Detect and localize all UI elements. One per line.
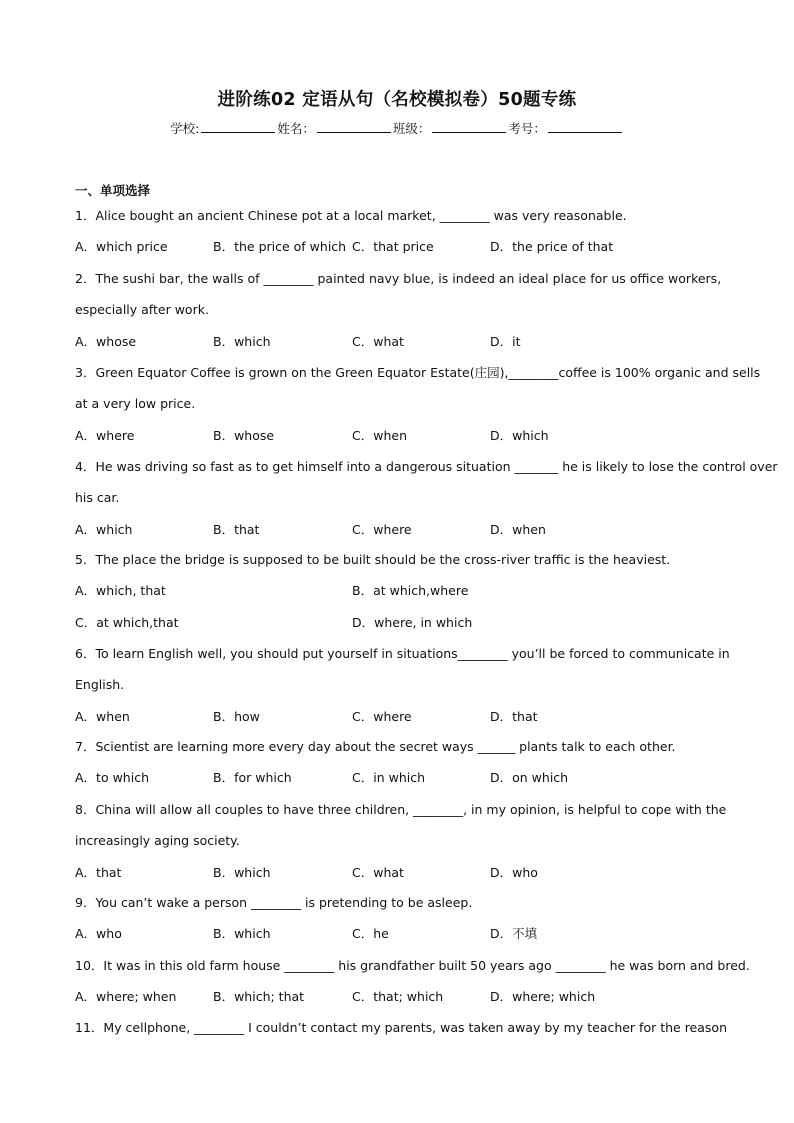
option-a[interactable]: A．where bbox=[75, 427, 135, 443]
option-a[interactable]: A．which, that bbox=[75, 583, 166, 599]
exam-number-blank[interactable] bbox=[548, 120, 622, 133]
option-d[interactable]: D．when bbox=[490, 521, 546, 537]
question-2 bbox=[75, 263, 720, 357]
name-blank[interactable] bbox=[317, 120, 391, 133]
option-b[interactable]: B．how bbox=[213, 708, 260, 724]
answer-options-row-2 bbox=[75, 607, 720, 638]
question-text: 9．You can’t wake a person ________ is pretending to be asleep. bbox=[75, 895, 473, 910]
question-text: 1．Alice bought an ancient Chinese pot at a local market, ________ was very reasonable. bbox=[75, 208, 627, 223]
school-blank[interactable] bbox=[201, 120, 275, 133]
option-a[interactable]: A．to which bbox=[75, 770, 149, 786]
option-b[interactable]: B．which bbox=[213, 864, 271, 880]
answer-options bbox=[75, 762, 720, 793]
answer-options bbox=[75, 326, 720, 357]
option-d[interactable]: D．the price of that bbox=[490, 239, 614, 255]
question-text: 11．My cellphone, ________ I couldn’t contact my parents, was taken away by my teacher for the reason bbox=[75, 1020, 727, 1035]
option-c[interactable]: C．he bbox=[352, 926, 389, 942]
question-9 bbox=[75, 887, 720, 950]
option-c[interactable]: C．where bbox=[352, 708, 412, 724]
option-b[interactable]: B．at which,where bbox=[352, 583, 469, 599]
option-a[interactable]: A．which price bbox=[75, 239, 168, 255]
option-a[interactable]: A．that bbox=[75, 864, 122, 880]
option-a[interactable]: A．when bbox=[75, 708, 130, 724]
question-text-continued: English. bbox=[75, 677, 125, 693]
question-text: 7．Scientist are learning more every day about the secret ways ______ plants talk to each other. bbox=[75, 739, 676, 754]
class-label: 班级： bbox=[392, 121, 431, 136]
question-8 bbox=[75, 794, 727, 888]
question-11 bbox=[75, 1012, 727, 1043]
answer-options bbox=[75, 857, 720, 888]
answer-options bbox=[75, 514, 720, 545]
name-label: 姓名： bbox=[277, 121, 315, 136]
answer-options-row-1 bbox=[75, 575, 720, 606]
question-text: 10．It was in this old farm house ________ his grandfather built 50 years ago ________ he was born and bred. bbox=[75, 958, 750, 973]
option-c[interactable]: C．when bbox=[352, 427, 407, 443]
question-10 bbox=[75, 950, 750, 1013]
question-text: 5．The place the bridge is supposed to be built should be the cross-river traffic is the heaviest. bbox=[75, 552, 671, 567]
question-text-continued: increasingly aging society. bbox=[75, 833, 240, 849]
option-d[interactable]: D．that bbox=[490, 708, 538, 724]
section-heading: 一、单项选择 bbox=[75, 183, 151, 198]
option-a[interactable]: A．whose bbox=[75, 333, 137, 349]
option-c[interactable]: C．that price bbox=[352, 239, 434, 255]
answer-options bbox=[75, 701, 720, 732]
question-text: 3．Green Equator Coffee is grown on the Green Equator Estate(庄园),________coffee is 100% organic and sells bbox=[75, 365, 761, 380]
option-c[interactable]: C．that; which bbox=[352, 989, 444, 1005]
class-blank[interactable] bbox=[432, 120, 506, 133]
question-1 bbox=[75, 200, 720, 263]
question-3 bbox=[75, 357, 761, 451]
option-d[interactable]: D．where; which bbox=[490, 989, 596, 1005]
option-c[interactable]: C．what bbox=[352, 864, 404, 880]
question-text: 8．China will allow all couples to have three children, ________, in my opinion, is helpful to cope with the bbox=[75, 802, 727, 817]
option-d[interactable]: D．on which bbox=[490, 770, 569, 786]
option-a[interactable]: A．where; when bbox=[75, 989, 177, 1005]
school-label: 学校: bbox=[170, 121, 200, 136]
option-d[interactable]: D．不填 bbox=[490, 926, 538, 942]
option-c[interactable]: C．in which bbox=[352, 770, 426, 786]
option-b[interactable]: B．which; that bbox=[213, 989, 305, 1005]
option-d[interactable]: D．it bbox=[490, 333, 521, 349]
question-text: 4．He was driving so fast as to get himself into a dangerous situation _______ he is likely to lose the control over bbox=[75, 459, 778, 474]
option-a[interactable]: A．which bbox=[75, 521, 133, 537]
question-4 bbox=[75, 451, 778, 545]
question-text-continued: his car. bbox=[75, 490, 120, 506]
option-b[interactable]: B．the price of which bbox=[213, 239, 347, 255]
student-info-line bbox=[0, 119, 794, 137]
option-c[interactable]: C．at which,that bbox=[75, 614, 179, 630]
option-c[interactable]: C．what bbox=[352, 333, 404, 349]
question-7 bbox=[75, 731, 720, 794]
answer-options bbox=[75, 918, 720, 949]
page-title: 进阶练02 定语从句（名校模拟卷）50题专练 bbox=[217, 90, 577, 110]
option-b[interactable]: B．which bbox=[213, 926, 271, 942]
option-b[interactable]: B．that bbox=[213, 521, 260, 537]
question-5 bbox=[75, 544, 720, 638]
question-text-continued: especially after work. bbox=[75, 302, 209, 318]
question-6 bbox=[75, 638, 730, 732]
answer-options bbox=[75, 231, 720, 262]
question-text-continued: at a very low price. bbox=[75, 396, 196, 412]
option-b[interactable]: B．for which bbox=[213, 770, 292, 786]
option-d[interactable]: D．where, in which bbox=[352, 614, 473, 630]
question-text: 6．To learn English well, you should put yourself in situations________ you’ll be forced to communicate in bbox=[75, 646, 730, 661]
option-b[interactable]: B．whose bbox=[213, 427, 275, 443]
option-c[interactable]: C．where bbox=[352, 521, 412, 537]
question-text: 2．The sushi bar, the walls of ________ painted navy blue, is indeed an ideal place for us office workers, bbox=[75, 271, 722, 286]
option-a[interactable]: A．who bbox=[75, 926, 122, 942]
option-b[interactable]: B．which bbox=[213, 333, 271, 349]
exam-number-label: 考号： bbox=[508, 121, 546, 136]
answer-options bbox=[75, 420, 720, 451]
option-d[interactable]: D．which bbox=[490, 427, 549, 443]
answer-options bbox=[75, 981, 720, 1012]
option-d[interactable]: D．who bbox=[490, 864, 538, 880]
